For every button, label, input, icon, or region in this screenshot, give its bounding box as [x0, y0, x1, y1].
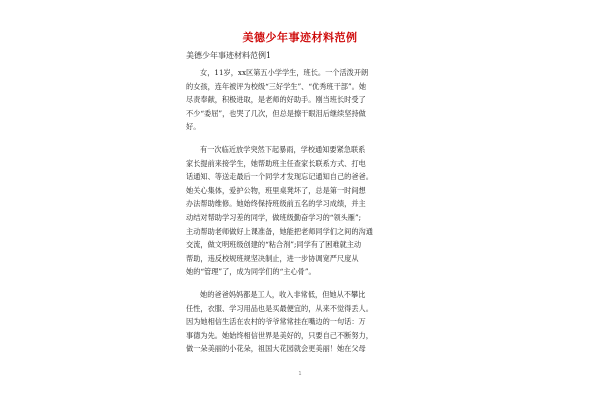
text-line: 女，11岁，xx区第五小学学生，班长。一个活泼开朗	[200, 68, 369, 77]
text-line: 话通知、等送走最后一个同学才发现忘记通知自己的爸爸。	[186, 172, 373, 182]
text-line: 任性，衣服、学习用品也是买最便宜的，从来不觉得丢人。	[186, 303, 373, 313]
text-line: 主动帮助老师做好上课准备，她能把老师同学们之间的沟通	[186, 226, 373, 236]
page-number: 1	[298, 371, 302, 377]
text-line: 动结对帮助学习差的同学，做班级勤奋学习的“领头雁”;	[186, 212, 362, 222]
document-body	[186, 66, 426, 365]
text-line: 的女孩，连年被评为校级“三好学生”、“优秀班干部”。她	[186, 81, 367, 91]
text-line: 尽责奉献，积极进取，是老师的好助手。刚当班长时受了	[186, 95, 366, 105]
paragraph-3	[186, 288, 426, 356]
text-line: 她的“管理”了，成为同学们的“主心骨”。	[186, 267, 316, 277]
document-subtitle: 美德少年事迹材料范例1	[186, 51, 272, 60]
text-line: 交流，做文明班级创建的“粘合剂”;同学有了困难就主动	[186, 240, 362, 250]
text-line: 不少“委屈”，也哭了几次，但总是擦干眼泪后继续坚持做	[186, 108, 366, 118]
text-line: 事德为先。她始终相信世界是美好的，只要自己不断努力，	[186, 330, 373, 340]
text-line: 帮助，违反校规班规坚决制止，进一步协调宽严尺度从	[186, 253, 359, 263]
paragraph-2	[186, 143, 426, 279]
text-line: 家长提前来接学生，她帮助班主任查家长联系方式、打电	[186, 158, 366, 168]
text-line: 她关心集体，爱护公物，班里桌凳坏了，总是第一时间想	[186, 185, 366, 195]
text-line: 做一朵美丽的小花朵，祖国大花园就会更美丽！她在父母	[186, 344, 366, 354]
document-title: 美德少年事迹材料范例	[242, 31, 358, 44]
paragraph-1	[186, 66, 426, 134]
text-line: 因为她相信生活在农村的爷爷常常挂在嘴边的一句话：万	[186, 317, 366, 327]
text-line: 有一次临近放学突然下起暴雨，学校通知要紧急联系	[200, 144, 366, 154]
text-line: 她的爸爸妈妈都是工人，收入非常低，但她从不攀比	[200, 289, 366, 299]
text-line: 好。	[186, 122, 201, 132]
text-line: 办法帮助维修。她始终保持班级前五名的学习成绩，并主	[186, 199, 366, 209]
